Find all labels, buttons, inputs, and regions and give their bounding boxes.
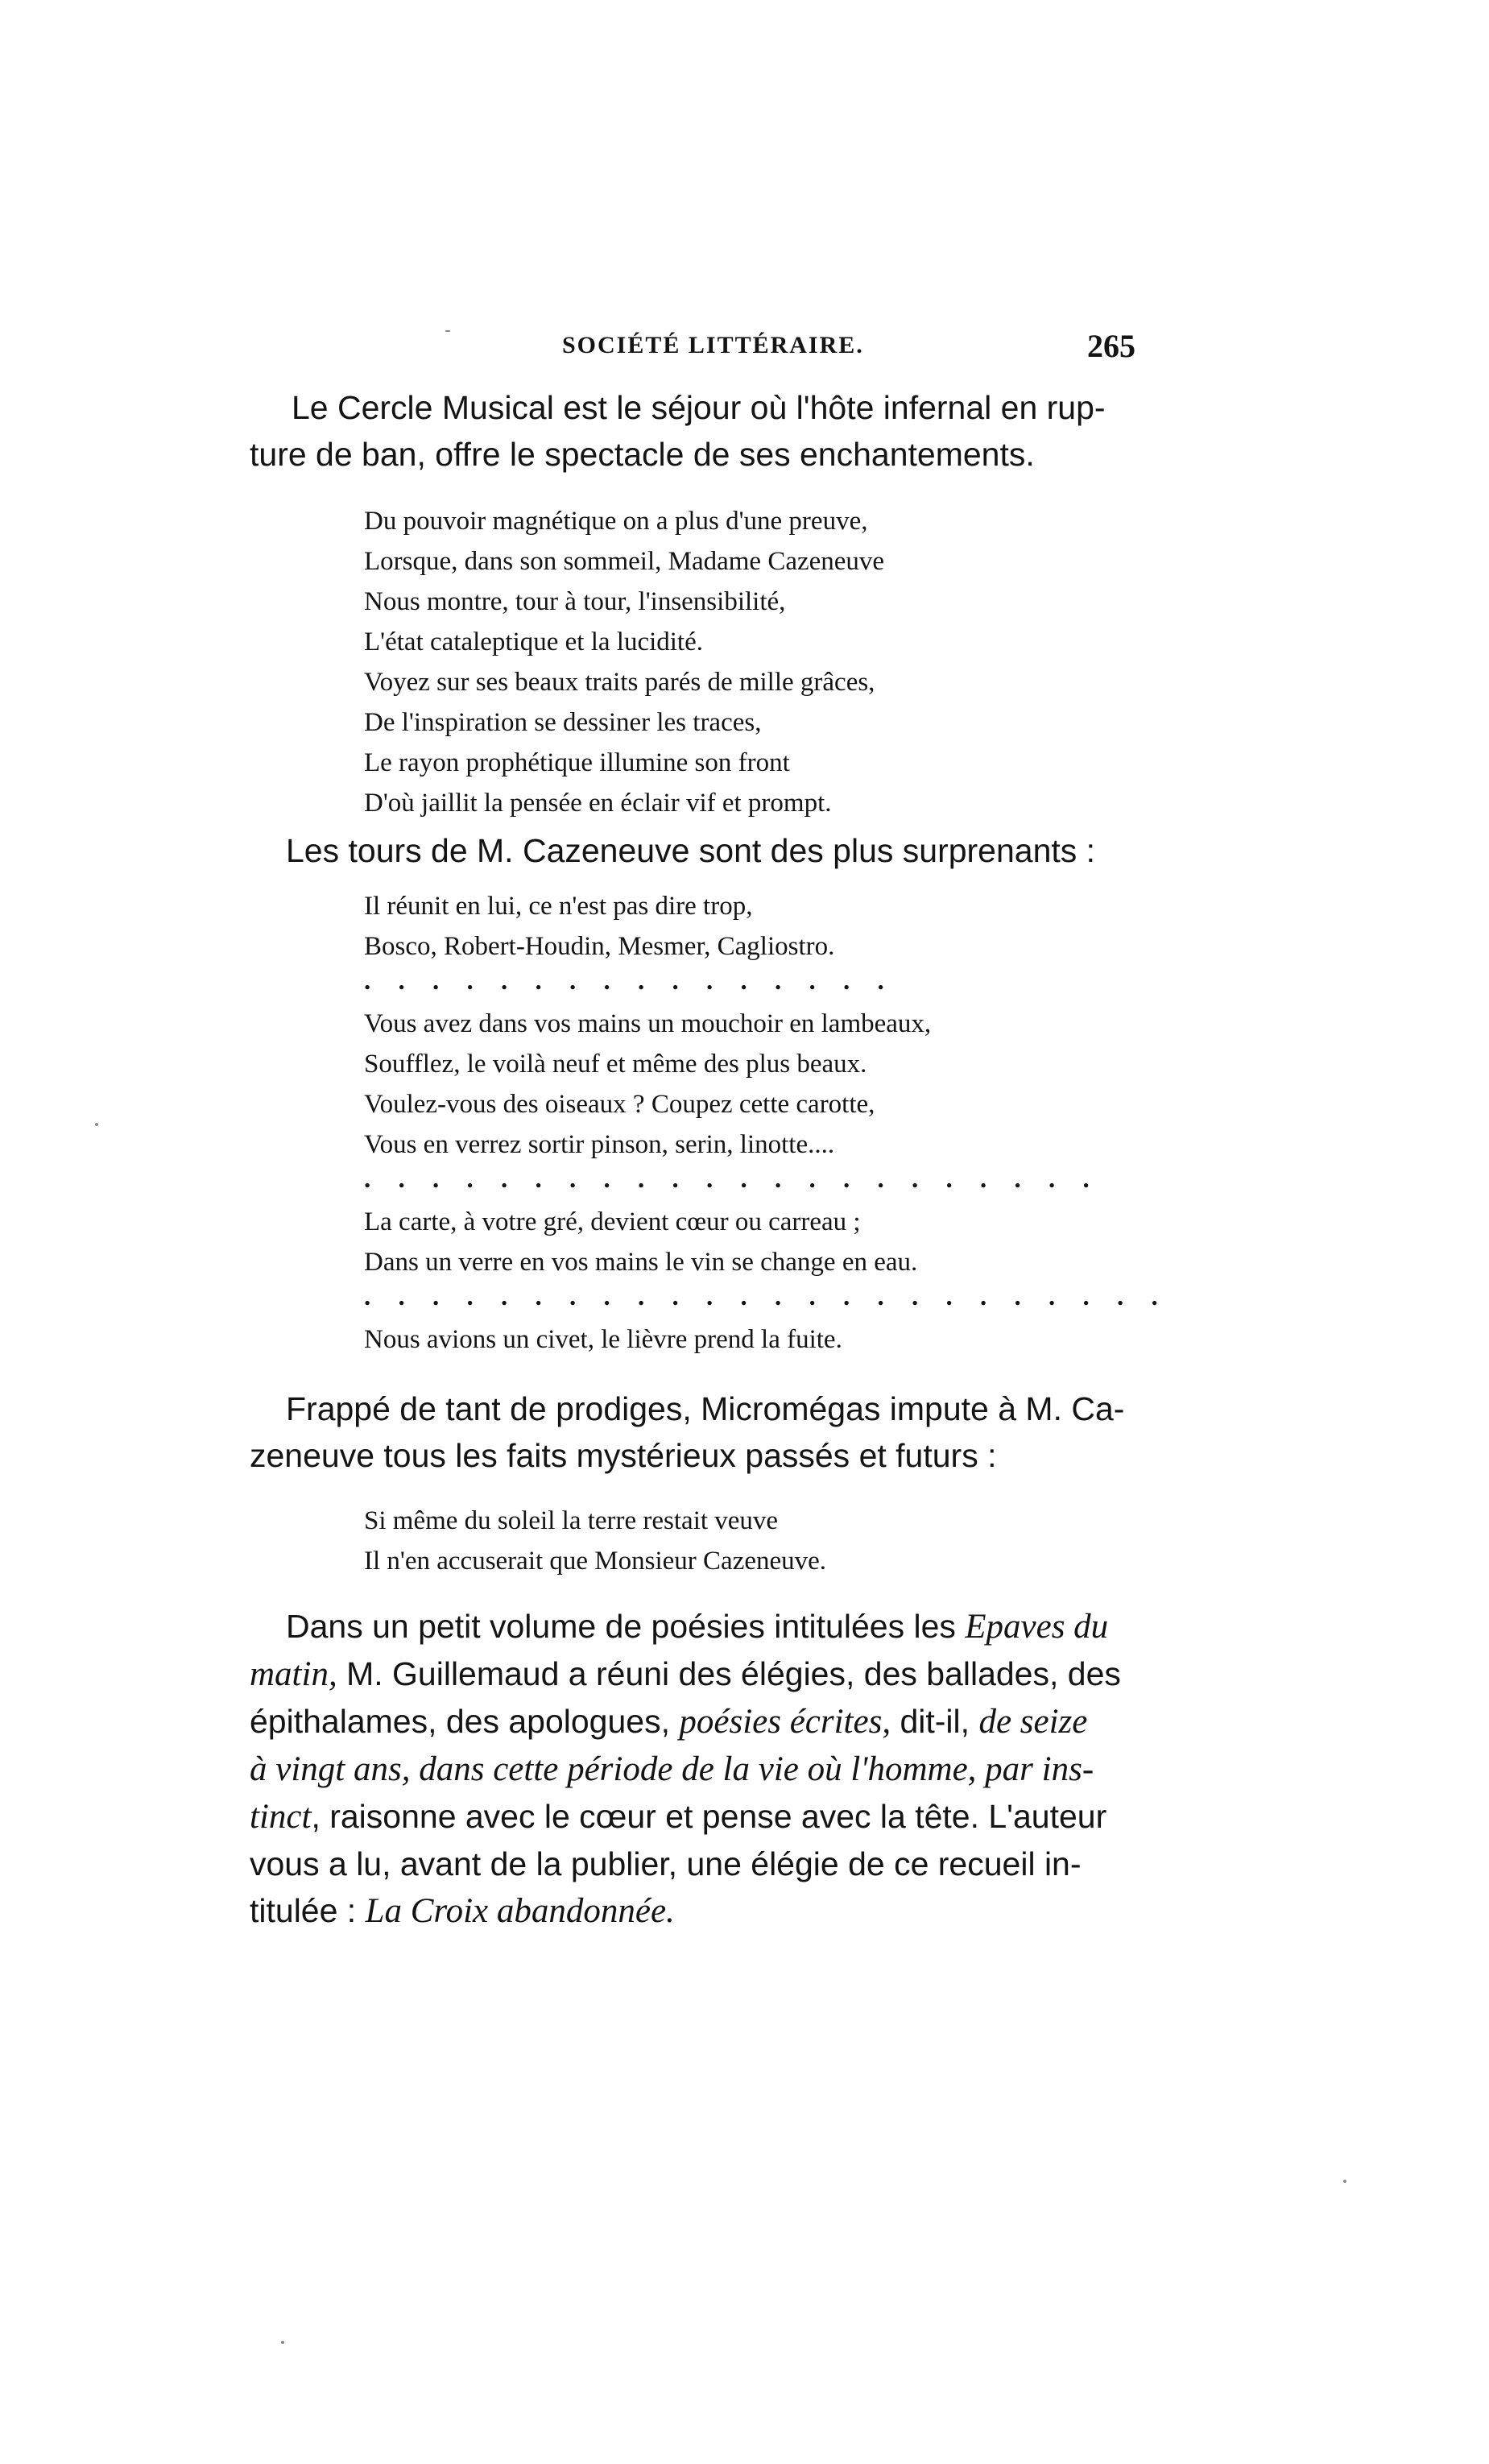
paper-speck: [281, 2341, 284, 2344]
text-line: [250, 1698, 1135, 1746]
text-line: Frappé de tant de prodiges, Micromégas impute à M. Ca-: [286, 1390, 1125, 1427]
ellipsis-dots: . . . . . . . . . . . . . . . . . . . . . .: [364, 1165, 1100, 1194]
book-title-italic: Epaves du: [965, 1608, 1109, 1646]
text-line: ture de ban, offre le spectacle de ses enchantements.: [250, 436, 1035, 473]
paragraph-tours-cazeneuve: [250, 827, 1135, 874]
text-line: Les tours de M. Cazeneuve sont des plus surprenants :: [286, 832, 1096, 869]
verse-line: Lorsque, dans son sommeil, Madame Cazeneuve: [364, 547, 885, 576]
verse-line: Dans un verre en vos mains le vin se change en eau.: [364, 1248, 918, 1277]
quote-italic: poésies écrites,: [679, 1703, 891, 1741]
ellipsis-dots: . . . . . . . . . . . . . . . .: [364, 967, 895, 996]
paragraph-micromegas: [250, 1385, 1135, 1479]
verse-line: Il n'en accuserait que Monsieur Cazeneuve.: [364, 1547, 827, 1576]
verse-line: Le rayon prophétique illumine son front: [364, 748, 790, 777]
text-line: Le Cercle Musical est le séjour où l'hôte infernal en rup-: [292, 389, 1106, 426]
verse-line: D'où jaillit la pensée en éclair vif et prompt.: [364, 789, 832, 818]
text-line: [250, 1746, 1135, 1793]
text-line: [250, 1650, 1135, 1698]
paper-speck: [1343, 2180, 1346, 2183]
verse-line: De l'inspiration se dessiner les traces,: [364, 708, 762, 737]
quote-italic: tinct: [250, 1798, 312, 1836]
verse-line: Nous montre, tour à tour, l'insensibilité,: [364, 587, 786, 616]
text-run: titulée :: [250, 1892, 366, 1929]
paper-speck: [445, 330, 450, 332]
verse-line: Voulez-vous des oiseaux ? Coupez cette carotte,: [364, 1090, 875, 1119]
text-line: vous a lu, avant de la publier, une élégie de ce recueil in-: [250, 1845, 1082, 1882]
verse-line: Il réunit en lui, ce n'est pas dire trop,: [364, 892, 753, 921]
verse-line: Voyez sur ses beaux traits parés de mille grâces,: [364, 668, 875, 697]
verse-line: L'état cataleptique et la lucidité.: [364, 627, 703, 656]
paper-speck: [95, 1123, 98, 1126]
verse-soleil: [364, 1501, 1089, 1581]
verse-line: Si même du soleil la terre restait veuve: [364, 1506, 779, 1535]
page-number: 265: [1087, 328, 1135, 364]
book-title-italic: matin,: [250, 1655, 337, 1693]
verse-tours: [364, 886, 1168, 1360]
verse-line: Vous en verrez sortir pinson, serin, linotte....: [364, 1130, 835, 1159]
running-title: SOCIÉTÉ LITTÉRAIRE.: [562, 332, 864, 358]
quote-italic: à vingt ans, dans cette période de la vie où l'homme, par ins-: [250, 1750, 1094, 1788]
text-run: Dans un petit volume de poésies intitulées les: [286, 1608, 966, 1645]
text-line: zeneuve tous les faits mystérieux passés et futurs :: [250, 1437, 997, 1474]
poem-title-italic: La Croix abandonnée.: [365, 1892, 675, 1930]
paragraph-cercle-musical: [250, 384, 1135, 478]
verse-line: Nous avions un civet, le lièvre prend la fuite.: [364, 1325, 842, 1354]
quote-italic: de seize: [978, 1703, 1088, 1741]
ellipsis-dots: . . . . . . . . . . . . . . . . . . . . . . . .: [364, 1282, 1168, 1311]
verse-line: Soufflez, le voilà neuf et même des plus beaux.: [364, 1050, 867, 1079]
paragraph-epaves-du-matin: [250, 1603, 1135, 1935]
text-run: dit-il,: [891, 1703, 979, 1740]
verse-line: Vous avez dans vos mains un mouchoir en lambeaux,: [364, 1009, 932, 1038]
text-line: [250, 1793, 1135, 1841]
text-run: M. Guillemaud a réuni des élégies, des ballades, des: [337, 1655, 1121, 1692]
text-line: [250, 1887, 1135, 1935]
page-header: [250, 328, 1135, 372]
text-line: [250, 1603, 1135, 1650]
verse-magnetisme: [364, 501, 1089, 823]
text-run: , raisonne avec le cœur et pense avec la tête. L'auteur: [311, 1798, 1107, 1835]
verse-line: Bosco, Robert-Houdin, Mesmer, Cagliostro.: [364, 932, 835, 961]
text-run: épithalames, des apologues,: [250, 1703, 680, 1740]
verse-line: La carte, à votre gré, devient cœur ou carreau ;: [364, 1207, 861, 1236]
verse-line: Du pouvoir magnétique on a plus d'une preuve,: [364, 507, 868, 536]
